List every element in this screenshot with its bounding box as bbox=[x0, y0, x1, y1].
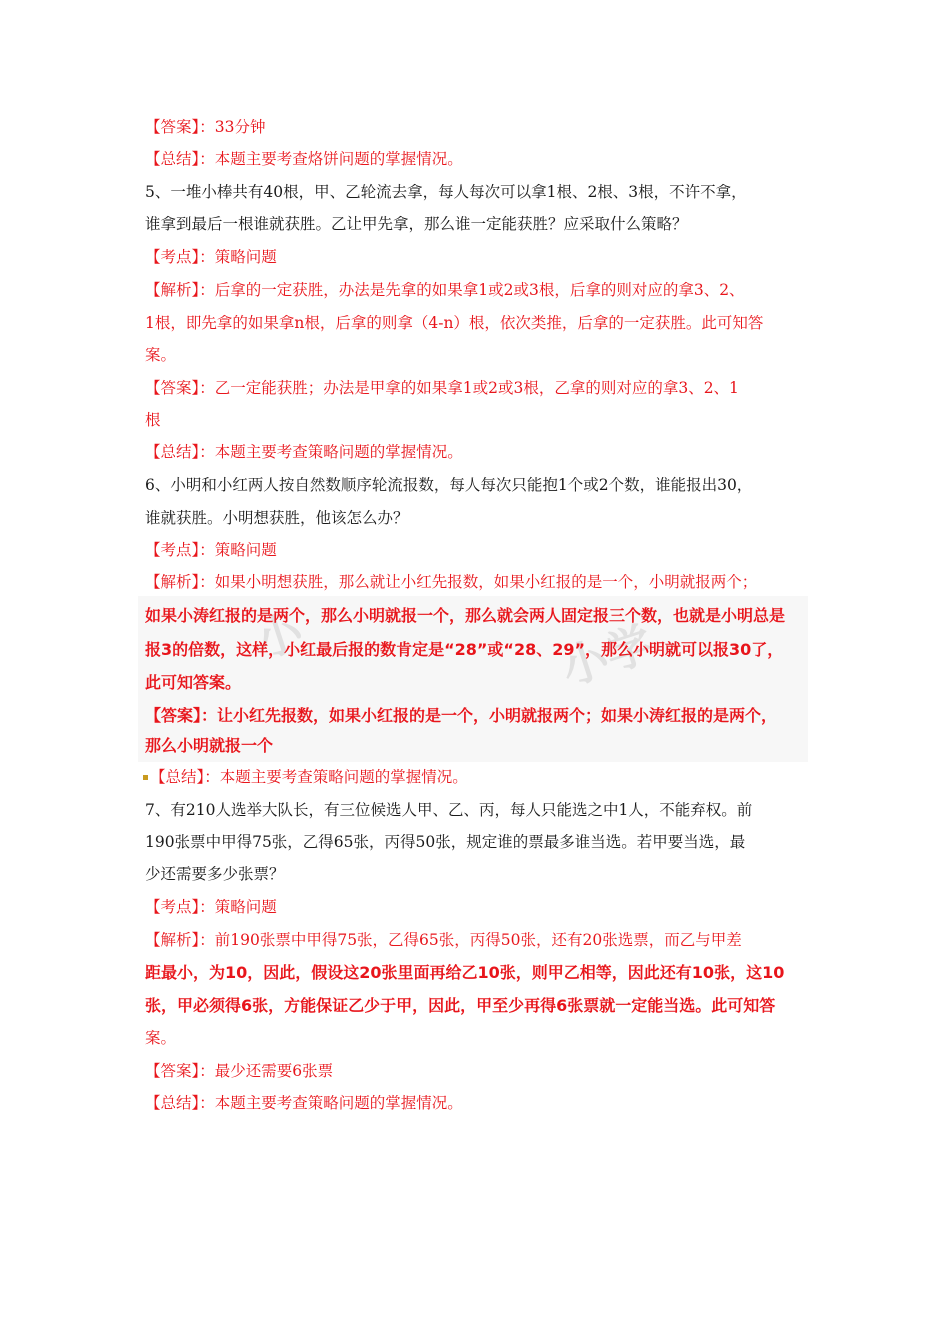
question-7-line-3: 少还需要多少张票？ bbox=[145, 865, 285, 883]
answer-6-line-1: 【答案】：让小红先报数，如果小红报的是一个，小明就报两个；如果小涛红报的是两个， bbox=[145, 706, 778, 725]
summary-6: 【总结】：本题主要考查策略问题的掌握情况。 bbox=[150, 768, 468, 786]
watermark-2: 小学 bbox=[554, 615, 660, 696]
question-7-line-2: 190张票中甲得75张，乙得65张，丙得50张，规定谁的票最多谁当选。若甲要当选，最 bbox=[145, 833, 746, 851]
answer-6-line-2: 那么小明就报一个 bbox=[145, 736, 274, 755]
bullet-icon bbox=[143, 775, 148, 780]
watermark-1: 小 bbox=[248, 603, 310, 669]
analysis-5-line-1: 【解析】：后拿的一定获胜，办法是先拿的如果拿1或2或3根，后拿的则对应的拿3、2、 bbox=[145, 281, 745, 299]
question-5-line-1: 5、一堆小棒共有40根，甲、乙轮流去拿，每人每次可以拿1根、2根、3根，不许不拿， bbox=[145, 183, 747, 201]
topic-6: 【考点】：策略问题 bbox=[145, 541, 277, 559]
answer-5-line-2: 根 bbox=[145, 411, 161, 429]
analysis-5-line-3: 案。 bbox=[145, 346, 177, 364]
answer-5-line-1: 【答案】：乙一定能获胜；办法是甲拿的如果拿1或2或3根，乙拿的则对应的拿3、2、1 bbox=[145, 379, 739, 397]
analysis-5-line-2: 1根，即先拿的如果拿n根，后拿的则拿（4-n）根，依次类推，后拿的一定获胜。此可知答 bbox=[145, 314, 764, 332]
question-7-line-1: 7、有210人选举大队长，有三位候选人甲、乙、丙，每人只能选之中1人，不能弃权。前 bbox=[145, 801, 753, 819]
analysis-7-line-2: 距最小，为10，因此，假设这20张里面再给乙10张，则甲乙相等，因此还有10张，这10 bbox=[145, 963, 785, 982]
analysis-6-line-4: 此可知答案。 bbox=[145, 673, 242, 692]
summary-line-4: 【总结】：本题主要考查烙饼问题的掌握情况。 bbox=[145, 150, 463, 168]
analysis-6-line-1: 【解析】：如果小明想获胜，那么就让小红先报数，如果小红报的是一个，小明就报两个； bbox=[145, 573, 758, 591]
answer-7: 【答案】：最少还需要6张票 bbox=[145, 1062, 334, 1080]
analysis-6-line-3: 报3的倍数，这样，小红最后报的数肯定是“28”或“28、29”，那么小明就可以报30了， bbox=[145, 640, 784, 659]
topic-5: 【考点】：策略问题 bbox=[145, 248, 277, 266]
analysis-7-line-4: 案。 bbox=[145, 1029, 177, 1047]
analysis-7-line-1: 【解析】：前190张票中甲得75张，乙得65张，丙得50张，还有20张选票，而乙与甲差 bbox=[145, 931, 742, 949]
summary-5: 【总结】：本题主要考查策略问题的掌握情况。 bbox=[145, 443, 463, 461]
question-5-line-2: 谁拿到最后一根谁就获胜。乙让甲先拿，那么谁一定能获胜？应采取什么策略？ bbox=[145, 215, 688, 233]
analysis-6-line-2: 如果小涛红报的是两个，那么小明就报一个，那么就会两人固定报三个数，也就是小明总是 bbox=[145, 606, 786, 625]
summary-7: 【总结】：本题主要考查策略问题的掌握情况。 bbox=[145, 1094, 463, 1112]
analysis-7-line-3: 张，甲必须得6张，方能保证乙少于甲，因此，甲至少再得6张票就一定能当选。此可知答 bbox=[145, 996, 776, 1015]
answer-line-4: 【答案】：33分钟 bbox=[145, 118, 266, 136]
topic-7: 【考点】：策略问题 bbox=[145, 898, 277, 916]
question-6-line-1: 6、小明和小红两人按自然数顺序轮流报数，每人每次只能抱1个或2个数，谁能报出30， bbox=[145, 476, 753, 494]
question-6-line-2: 谁就获胜。小明想获胜，他该怎么办？ bbox=[145, 509, 409, 527]
